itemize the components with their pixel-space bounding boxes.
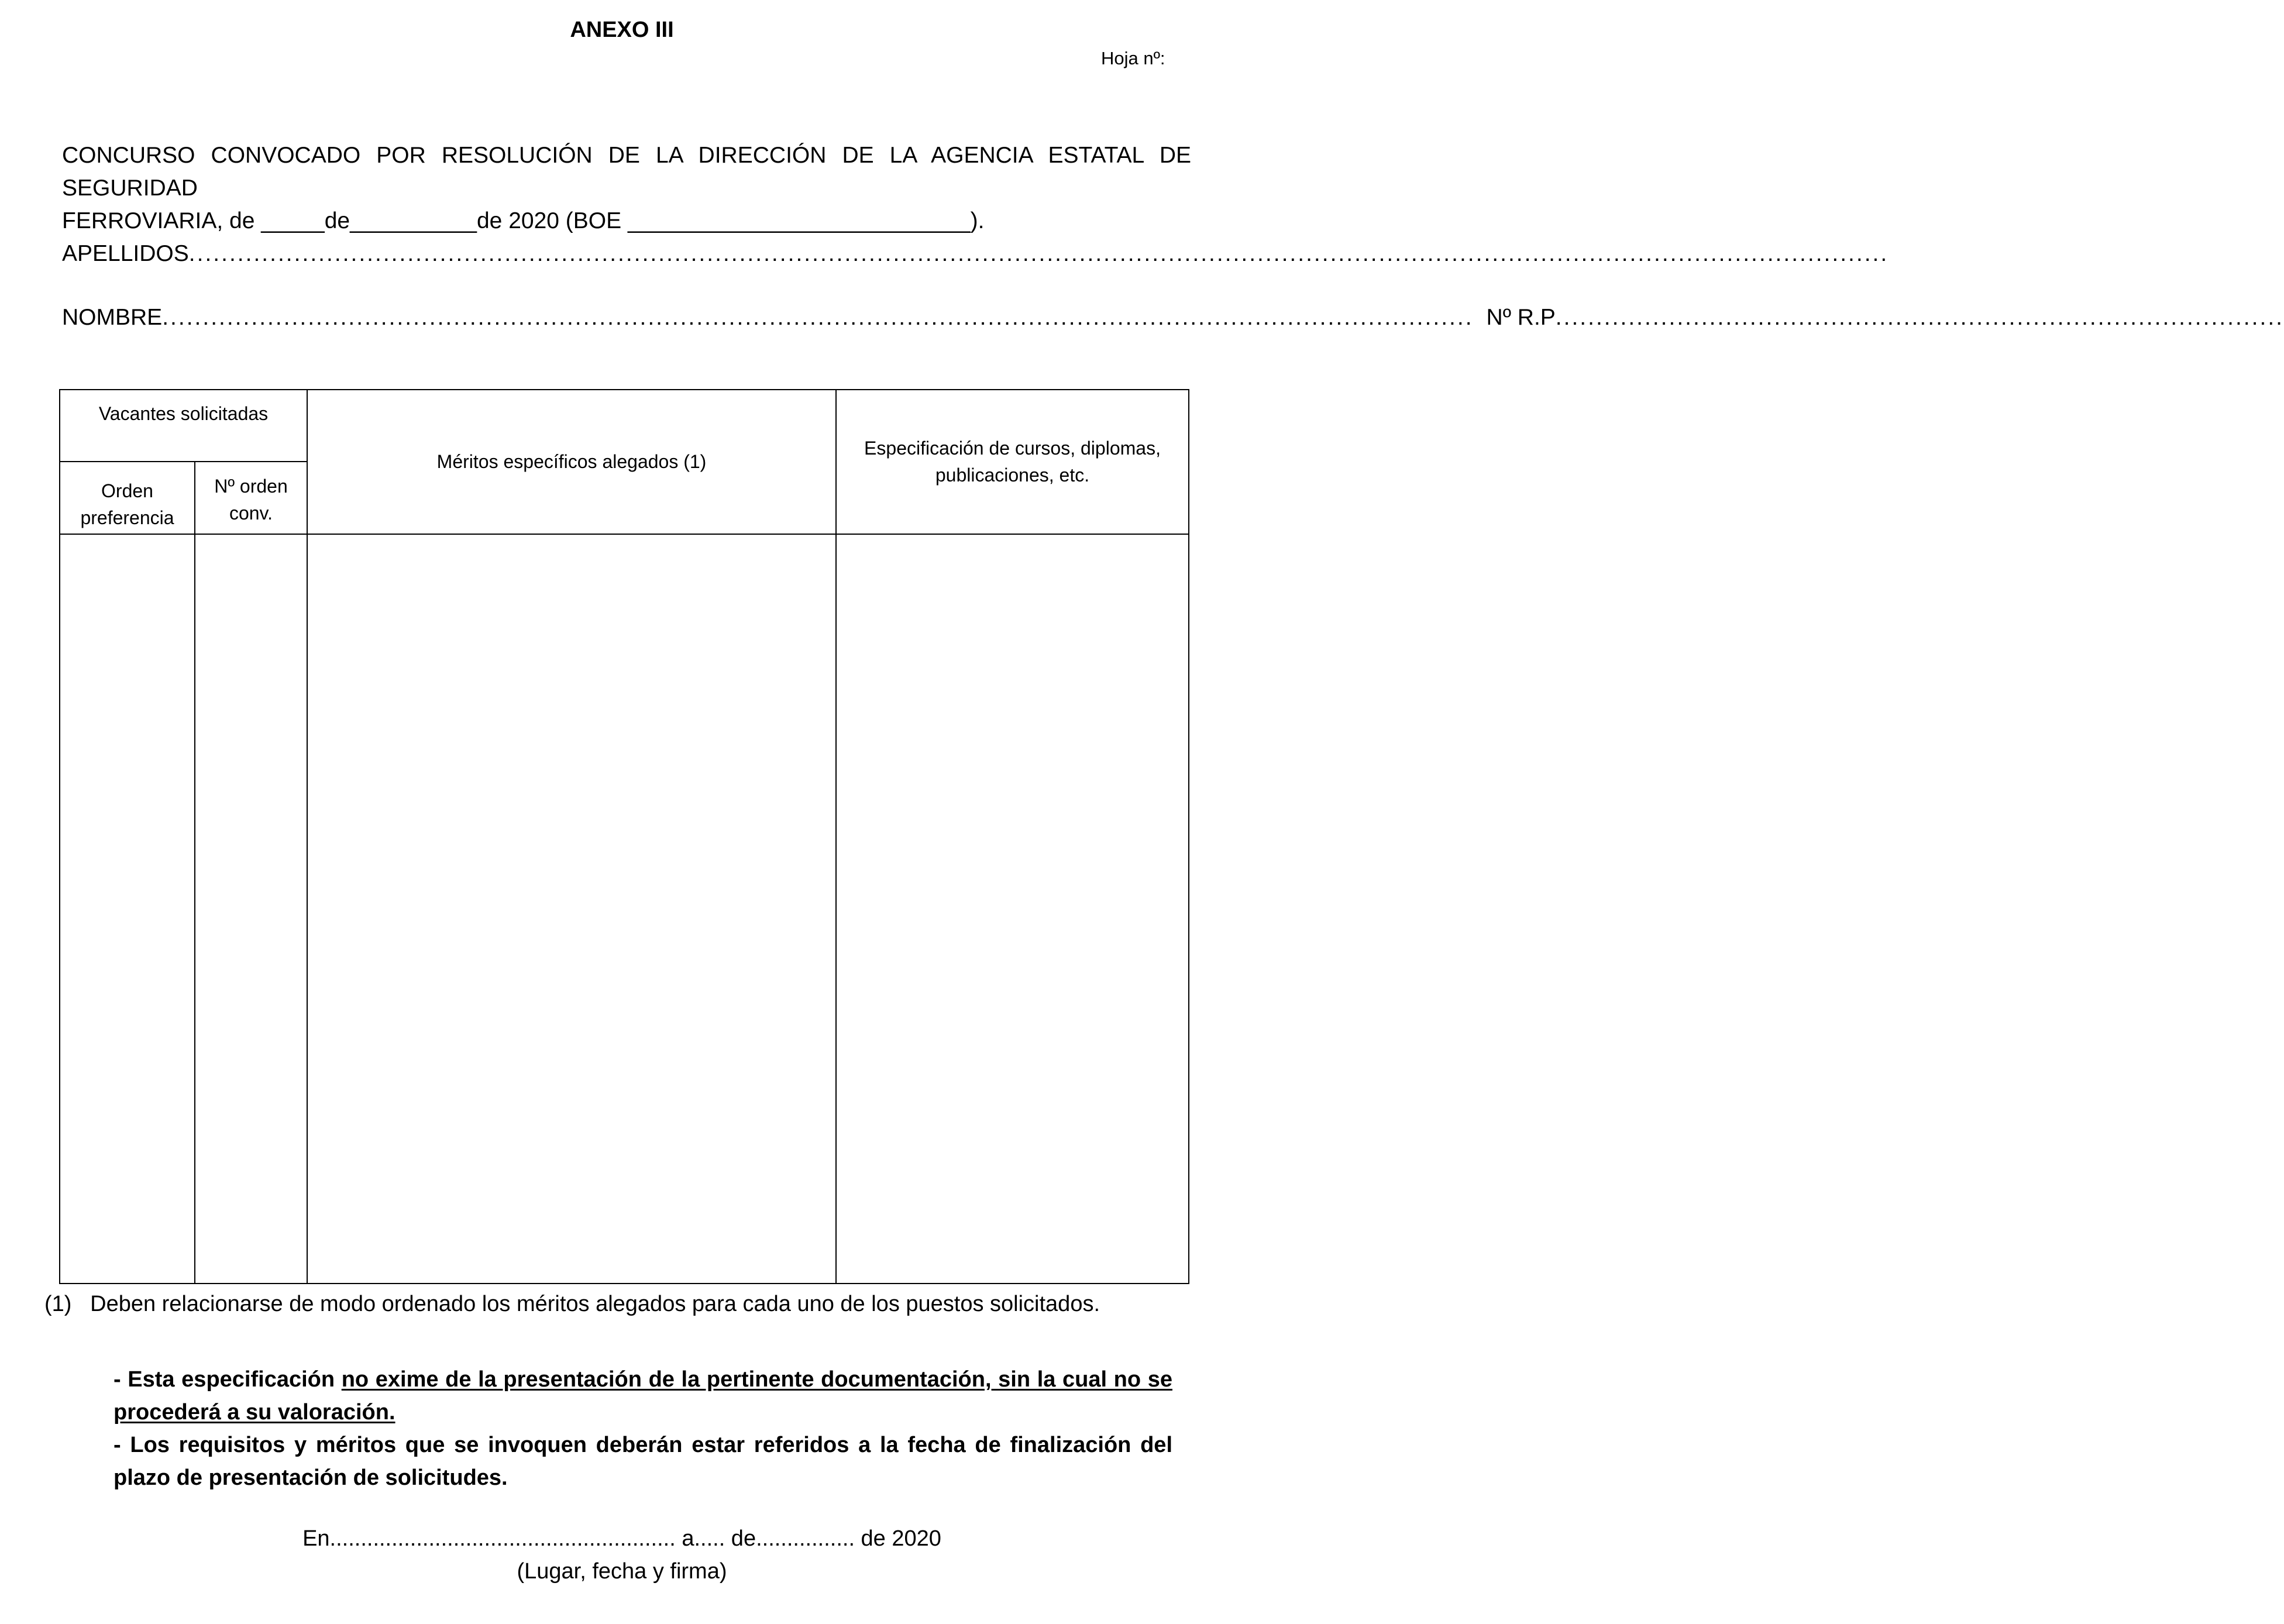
heading-line-1: CONCURSO CONVOCADO POR RESOLUCIÓN DE LA DIRECCIÓN DE LA AGENCIA ESTATAL DE SEGURIDAD [62, 143, 1191, 201]
note-2: - Los requisitos y méritos que se invoquen deberán estar referidos a la fecha de finalización del plazo de presentación de solicitudes. [113, 1433, 1172, 1490]
note-1-underlined: no exime de la presentación de la pertinente documentación, sin la cual no se procederá a su valoración. [113, 1367, 1172, 1425]
important-notes [113, 1363, 1172, 1494]
footnote [44, 1292, 1100, 1317]
signature-caption: (Lugar, fecha y firma) [517, 1559, 727, 1584]
surname-label: APELLIDOS [62, 241, 189, 266]
document-title: ANEXO III [570, 18, 674, 42]
merits-header: Méritos específicos alegados (1) [436, 451, 707, 472]
vacancies-header: Vacantes solicitadas [98, 403, 269, 424]
name-label: NOMBRE [62, 305, 163, 330]
footnote-marker: (1) [44, 1292, 72, 1316]
note-1 [113, 1363, 1172, 1429]
note-1-prefix: - Esta especificación [113, 1367, 342, 1392]
footnote-text: Deben relacionarse de modo ordenado los méritos alegados para cada uno de los puestos solicitados. [90, 1292, 1100, 1316]
rp-dots: .......................................................................................... [1555, 305, 2284, 330]
order-conv-header: Nº orden conv. [214, 476, 288, 524]
name-dots: .................................................................................................................................................................. [162, 305, 1474, 330]
specification-header: Especificación de cursos, diplomas, publicaciones, etc. [864, 438, 1161, 486]
order-preference-header: Orden preferencia [80, 480, 174, 528]
sheet-number-label: Hoja nº: [1101, 48, 1165, 68]
surname-dots: .................................................................................................................................................................................................................. [188, 241, 1889, 266]
heading-line-2: FERROVIARIA, de _____de__________de 2020 (BOE ___________________________). [62, 208, 985, 233]
signature-block [0, 1522, 1244, 1588]
signature-line[interactable]: En........................................................ a..... de................ de 2020 [302, 1526, 941, 1551]
rp-label: Nº R.P [1486, 305, 1556, 330]
